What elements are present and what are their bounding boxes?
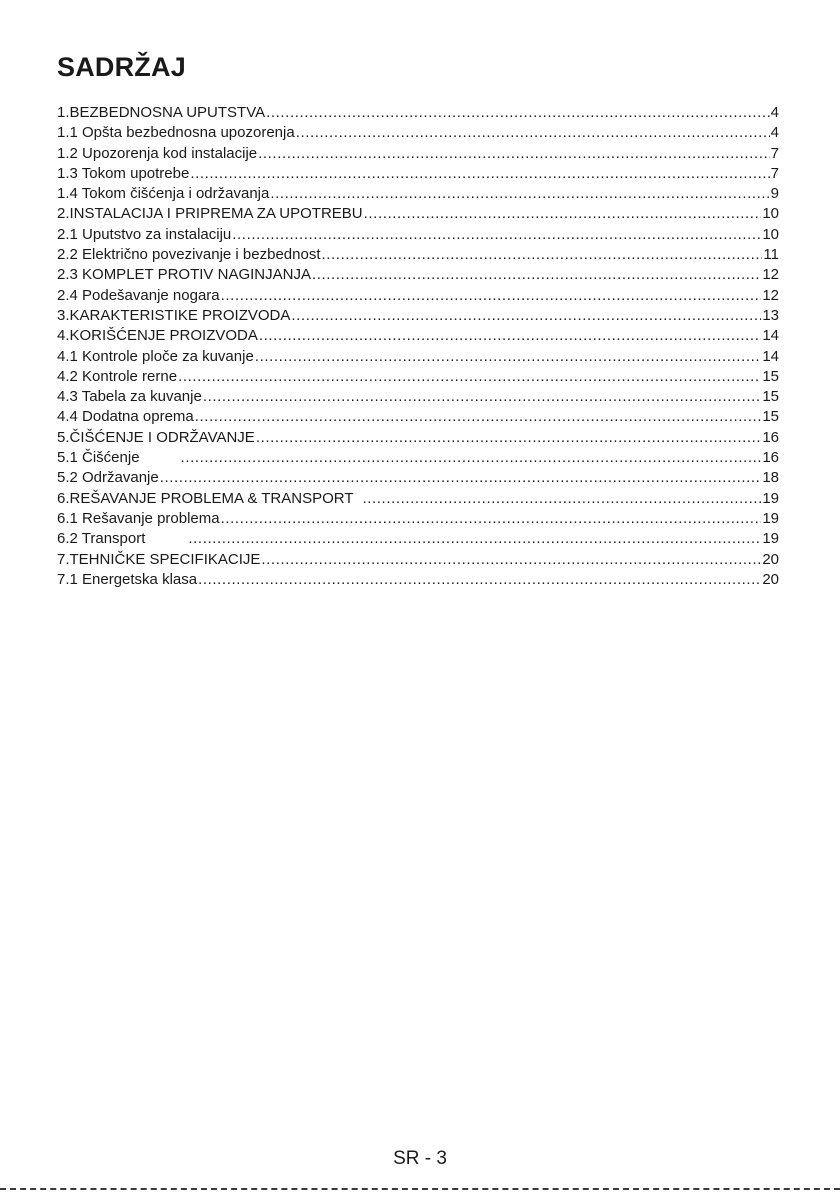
page-title: SADRŽAJ [57, 52, 186, 82]
toc-entry-title: 4.2 Kontrole rerne [57, 367, 178, 385]
toc-entry-title: 2.INSTALACIJA I PRIPREMA ZA UPOTREBU [57, 205, 363, 223]
toc-entry-page: 9 [770, 185, 779, 203]
toc-entry-title: 1.2 Upozorenja kod instalacije [57, 144, 258, 162]
toc-entry-page: 4 [770, 124, 779, 142]
dot-leader [178, 367, 761, 387]
toc-entry-page: 14 [762, 347, 779, 365]
bottom-divider [0, 1188, 840, 1190]
toc-entry[interactable] [57, 326, 779, 346]
dot-leader [188, 529, 761, 549]
toc-entry[interactable] [57, 448, 779, 468]
toc-entry-page: 16 [762, 449, 779, 467]
toc-entry-title: 6.REŠAVANJE PROBLEMA & TRANSPORT [57, 489, 354, 507]
toc-entry-page: 15 [762, 408, 779, 426]
toc-entry-title: 2.1 Uputstvo za instalaciju [57, 225, 232, 243]
toc-entry-title: 1.3 Tokom upotrebe [57, 164, 190, 182]
dot-leader [291, 306, 761, 326]
toc-entry[interactable] [57, 265, 779, 285]
toc-entry-title: 6.2 Transport [57, 530, 146, 548]
toc-entry[interactable] [57, 489, 779, 509]
dot-leader [232, 225, 761, 245]
toc-entry[interactable] [57, 225, 779, 245]
toc-entry[interactable] [57, 144, 779, 164]
toc-entry-page: 20 [762, 550, 779, 568]
page-number: SR - 3 [393, 1148, 447, 1169]
toc-entry-page: 10 [762, 225, 779, 243]
toc-entry[interactable] [57, 184, 779, 204]
dot-leader [190, 164, 769, 184]
toc-entry-page: 19 [762, 489, 779, 507]
toc-entry-page: 14 [762, 327, 779, 345]
dot-leader [296, 123, 770, 143]
toc-entry[interactable] [57, 286, 779, 306]
toc-entry-title: 4.1 Kontrole ploče za kuvanje [57, 347, 254, 365]
toc-entry-title: 2.3 KOMPLET PROTIV NAGINJANJA [57, 266, 311, 284]
toc-entry[interactable] [57, 204, 779, 224]
toc-entry-page: 18 [762, 469, 779, 487]
toc-entry-title: 3.KARAKTERISTIKE PROIZVODA [57, 306, 291, 324]
toc-entry[interactable] [57, 529, 779, 549]
toc-entry[interactable] [57, 245, 779, 265]
toc-entry-page: 20 [762, 570, 779, 588]
toc-entry[interactable] [57, 103, 779, 123]
dot-leader [160, 468, 762, 488]
dot-leader [261, 550, 761, 570]
dot-leader [259, 326, 761, 346]
dot-leader [203, 387, 761, 407]
toc-entry-title: 7.1 Energetska klasa [57, 570, 198, 588]
toc-entry-page: 7 [770, 144, 779, 162]
toc-entry-page: 15 [762, 388, 779, 406]
toc-entry-title: 5.2 Održavanje [57, 469, 159, 487]
toc-entry[interactable] [57, 570, 779, 590]
dot-leader [256, 428, 762, 448]
dot-leader [270, 184, 769, 204]
toc-entry[interactable] [57, 550, 779, 570]
toc-entry-title: 2.4 Podešavanje nogara [57, 286, 220, 304]
toc-entry[interactable] [57, 509, 779, 529]
toc-entry-page: 19 [762, 530, 779, 548]
toc-entry[interactable] [57, 407, 779, 427]
toc-entry[interactable] [57, 164, 779, 184]
toc-entry-page: 12 [762, 286, 779, 304]
dot-leader [364, 204, 762, 224]
dot-leader [312, 265, 761, 285]
toc-entry-title: 1.BEZBEDNOSNA UPUTSTVA [57, 104, 266, 121]
toc-entry-title: 1.4 Tokom čišćenja i održavanja [57, 185, 270, 203]
toc-entry-title: 4.KORIŠĆENJE PROIZVODA [57, 327, 258, 345]
toc-entry-page: 19 [762, 509, 779, 527]
toc-entry[interactable] [57, 347, 779, 367]
toc-entry-title: 6.1 Rešavanje problema [57, 509, 220, 527]
toc-entry-page: 7 [770, 164, 779, 182]
dot-leader [362, 489, 761, 509]
table-of-contents [57, 103, 779, 590]
toc-entry[interactable] [57, 468, 779, 488]
dot-leader [198, 570, 761, 590]
dot-leader [181, 448, 762, 468]
toc-entry-page: 13 [762, 306, 779, 324]
toc-entry-page: 16 [762, 428, 779, 446]
toc-entry-title: 4.3 Tabela za kuvanje [57, 388, 202, 406]
toc-entry[interactable] [57, 306, 779, 326]
toc-entry-page: 11 [763, 246, 779, 264]
toc-entry-title: 5.1 Čišćenje [57, 449, 140, 467]
toc-entry-title: 1.1 Opšta bezbednosna upozorenja [57, 124, 295, 142]
dot-leader [322, 245, 763, 265]
toc-entry-page: 15 [762, 367, 779, 385]
toc-entry-title: 2.2 Električno povezivanje i bezbednost [57, 246, 321, 264]
dot-leader [221, 286, 762, 306]
toc-entry-page: 10 [762, 205, 779, 223]
dot-leader [258, 144, 770, 164]
toc-entry[interactable] [57, 367, 779, 387]
toc-entry[interactable] [57, 387, 779, 407]
dot-leader [255, 347, 762, 367]
toc-entry[interactable] [57, 428, 779, 448]
dot-leader [195, 407, 762, 427]
toc-entry-title: 7.TEHNIČKE SPECIFIKACIJE [57, 550, 261, 568]
toc-entry-page: 12 [762, 266, 779, 284]
toc-entry-title: 5.ČIŠĆENJE I ODRŽAVANJE [57, 428, 255, 446]
toc-entry-title: 4.4 Dodatna oprema [57, 408, 194, 426]
toc-entry-page: 4 [770, 104, 779, 121]
dot-leader [266, 103, 770, 123]
toc-entry[interactable] [57, 123, 779, 143]
dot-leader [221, 509, 762, 529]
